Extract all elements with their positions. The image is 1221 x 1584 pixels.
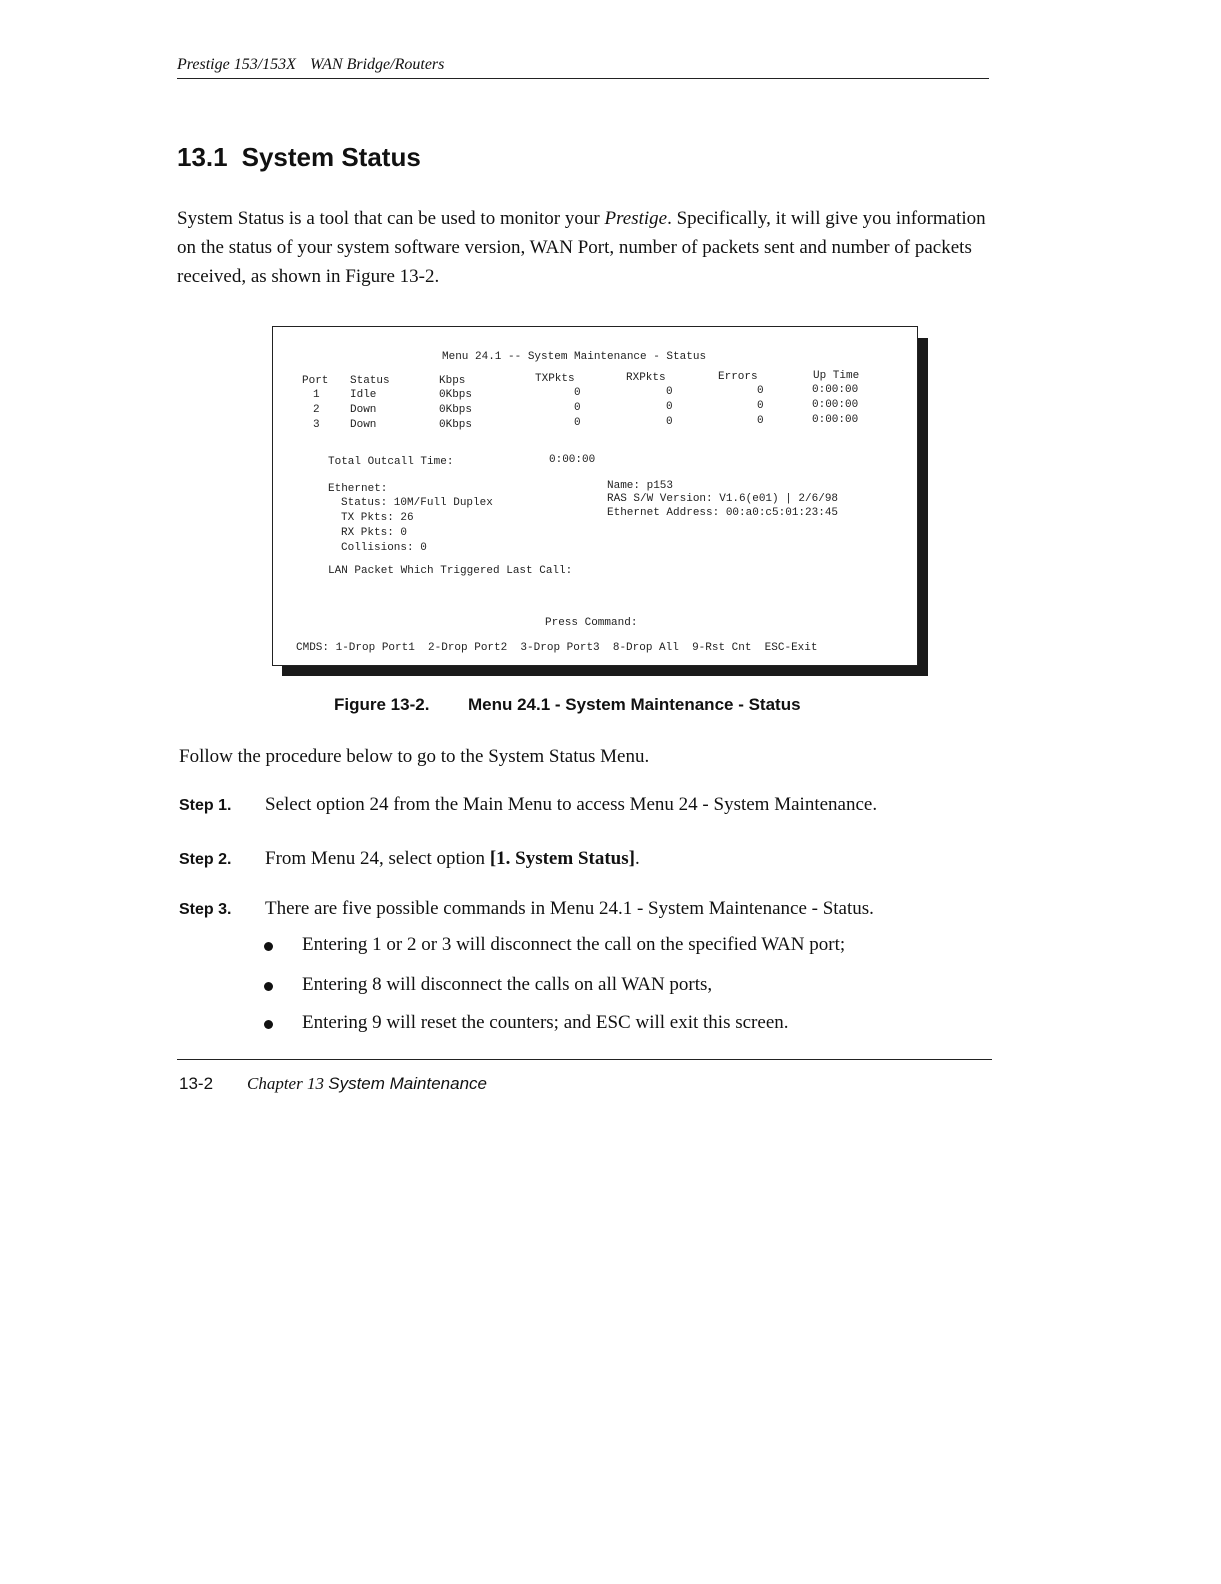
section-title-text: System Status — [241, 142, 421, 172]
step-1-text: Select option 24 from the Main Menu to access Menu 24 - System Maintenance. — [265, 794, 878, 815]
step-1-label: Step 1. — [179, 797, 232, 814]
col-header-uptime: Up Time — [813, 370, 860, 382]
bullet-text: Entering 8 will disconnect the calls on all WAN ports, — [302, 974, 713, 995]
terminal-figure — [272, 326, 928, 676]
row1-kbps: 0Kbps — [439, 389, 473, 401]
intro-part1: System Status is a tool that can be used to monitor your — [177, 208, 605, 229]
terminal-screen — [272, 326, 918, 666]
footer-chapter-title: System Maintenance — [328, 1074, 487, 1093]
header-subtitle: WAN Bridge/Routers — [309, 56, 445, 73]
total-outcall-label: Total Outcall Time: — [328, 456, 454, 468]
bullet-text: Entering 9 will reset the counters; and ESC will exit this screen. — [302, 1012, 789, 1033]
step-2-text-after: . — [634, 848, 640, 869]
section-number: 13.1 — [177, 142, 228, 172]
figure-label: Figure 13-2. — [334, 695, 430, 714]
row3-errors: 0 — [757, 415, 764, 427]
bullet-text: Entering 1 or 2 or 3 will disconnect the call on the specified WAN port; — [302, 934, 846, 955]
col-header-kbps: Kbps — [439, 375, 466, 387]
row3-port: 3 — [313, 419, 320, 431]
running-header — [177, 56, 989, 79]
ethernet-collisions: Collisions: 0 — [341, 542, 427, 554]
row1-rxpkts: 0 — [666, 386, 673, 398]
row2-txpkts: 0 — [574, 402, 581, 414]
terminal-shadow-right — [918, 338, 928, 676]
row3-rxpkts: 0 — [666, 416, 673, 428]
bullet-dot-icon — [264, 942, 273, 951]
section-title — [177, 142, 421, 173]
intro-part2: . Specifically, it will give you information on the status of your system software version, WAN Port, number of packets sent and number of packets received, as shown in Figure 13-2. — [177, 208, 986, 287]
ethernet-tx-pkts: TX Pkts: 26 — [341, 512, 414, 524]
row3-kbps: 0Kbps — [439, 419, 473, 431]
footer-rule — [177, 1059, 992, 1060]
header-product: Prestige 153/153X — [177, 56, 296, 73]
row1-uptime: 0:00:00 — [812, 384, 859, 396]
intro-paragraph — [177, 204, 997, 291]
intro-product: Prestige — [604, 208, 668, 229]
row2-kbps: 0Kbps — [439, 404, 473, 416]
col-header-errors: Errors — [718, 371, 758, 383]
row1-port: 1 — [313, 389, 320, 401]
system-name: Name: p153 — [607, 480, 674, 492]
col-header-txpkts: TXPkts — [535, 373, 575, 385]
row1-txpkts: 0 — [574, 387, 581, 399]
page-number: 13-2 — [179, 1074, 214, 1093]
ethernet-address: Ethernet Address: 00:a0:c5:01:23:45 — [607, 507, 839, 519]
figure-caption — [334, 695, 801, 715]
step-2-text-before: From Menu 24, select option — [265, 848, 490, 869]
row2-port: 2 — [313, 404, 320, 416]
total-outcall-value: 0:00:00 — [549, 454, 596, 466]
step-3-label: Step 3. — [179, 901, 232, 918]
lan-packet-label: LAN Packet Which Triggered Last Call: — [328, 565, 573, 577]
step-2-text — [265, 848, 640, 870]
step-2-label: Step 2. — [179, 851, 232, 868]
row3-status: Down — [350, 419, 377, 431]
step-2-text-bold: [1. System Status] — [489, 848, 635, 869]
col-header-port: Port — [302, 375, 329, 387]
press-command-prompt: Press Command: — [545, 617, 638, 629]
figure-title: Menu 24.1 - System Maintenance - Status — [468, 695, 801, 714]
col-header-status: Status — [350, 375, 390, 387]
row1-errors: 0 — [757, 385, 764, 397]
step-3-text: There are five possible commands in Menu 24.1 - System Maintenance - Status. — [265, 898, 874, 919]
ethernet-label: Ethernet: — [328, 483, 388, 495]
page-footer — [179, 1074, 487, 1094]
cmds-bar: CMDS: 1-Drop Port1 2-Drop Port2 3-Drop Port3 8-Drop All 9-Rst Cnt ESC-Exit — [296, 642, 818, 654]
ethernet-rx-pkts: RX Pkts: 0 — [341, 527, 408, 539]
row2-errors: 0 — [757, 400, 764, 412]
row3-uptime: 0:00:00 — [812, 414, 859, 426]
col-header-rxpkts: RXPkts — [626, 372, 666, 384]
follow-text: Follow the procedure below to go to the System Status Menu. — [179, 746, 650, 767]
terminal-menu-title: Menu 24.1 -- System Maintenance - Status — [442, 351, 707, 363]
bullet-dot-icon — [264, 1020, 273, 1029]
row2-status: Down — [350, 404, 377, 416]
row2-rxpkts: 0 — [666, 401, 673, 413]
footer-chapter: Chapter 13 — [247, 1074, 324, 1093]
row1-status: Idle — [350, 389, 377, 401]
ethernet-status: Status: 10M/Full Duplex — [341, 497, 493, 509]
terminal-shadow-bottom — [282, 666, 928, 676]
ras-version: RAS S/W Version: V1.6(e01) | 2/6/98 — [607, 493, 839, 505]
row3-txpkts: 0 — [574, 417, 581, 429]
bullet-dot-icon — [264, 982, 273, 991]
row2-uptime: 0:00:00 — [812, 399, 859, 411]
